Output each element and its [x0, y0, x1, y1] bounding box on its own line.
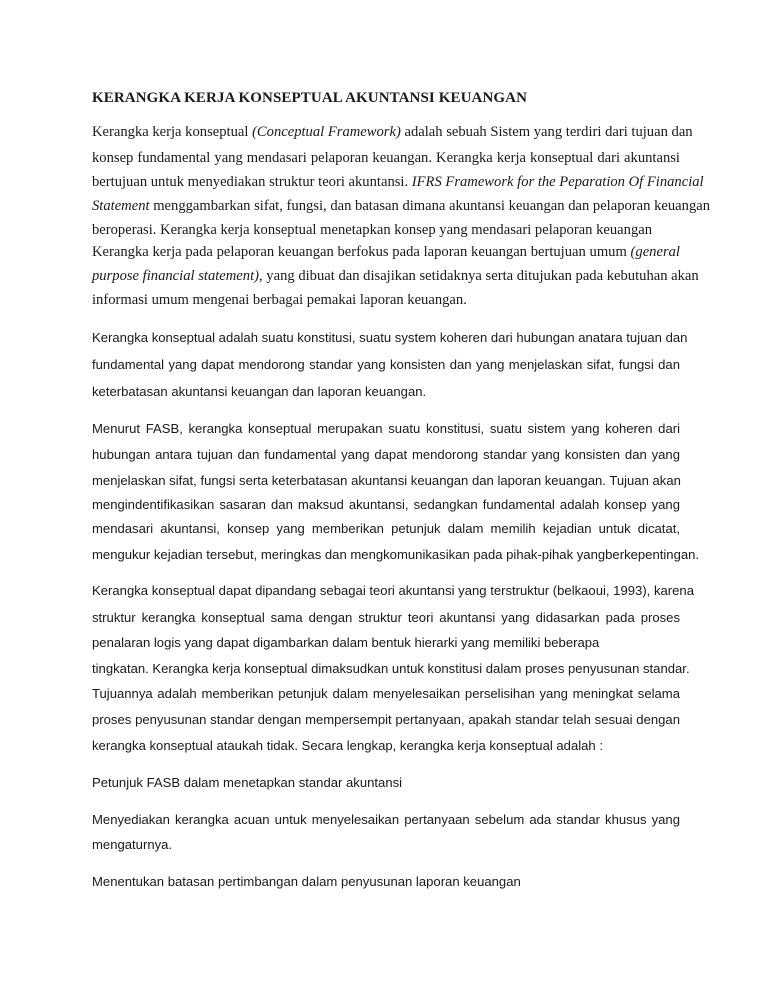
- para3-line-4: mengindentifikasikan sasaran dan maksud akuntansi, sedangkan fundamental adalah konsep yang: [92, 497, 680, 512]
- para1-line-8: informasi umum mengenai berbagai pemakai laporan keuangan.: [92, 292, 467, 308]
- para1-line-3: [92, 174, 704, 191]
- para4-line-2: struktur kerangka konseptual sama dengan struktur teori akuntansi yang didasarkan pada proses: [92, 610, 680, 625]
- para1-italic: Statement: [92, 198, 150, 214]
- para1-text: adalah sebuah Sistem yang terdiri dari tujuan dan: [400, 124, 693, 140]
- para1-text: menggambarkan sifat, fungsi, dan batasan dimana akuntansi keuangan dan pelaporan keuangan: [149, 198, 711, 214]
- para2-line-2: fundamental yang dapat mendorong standar yang konsisten dan yang menjelaskan sifat, fungsi dan: [92, 357, 680, 372]
- para4-line-7: kerangka konseptual ataukah tidak. Secara lengkap, kerangka kerja konseptual adalah :: [92, 738, 603, 753]
- para4-line-4: tingkatan. Kerangka kerja konseptual dimaksudkan untuk konstitusi dalam proses penyusunan standar.: [92, 661, 690, 676]
- para2-line-3: keterbatasan akuntansi keuangan dan laporan keuangan.: [92, 384, 427, 399]
- para5-line-1: Petunjuk FASB dalam menetapkan standar akuntansi: [92, 775, 403, 790]
- para3-line-6: mengukur kejadian tersebut, meringkas dan mengkomunikasikan pada pihak-pihak yangberkepentingan.: [92, 547, 700, 562]
- para3-line-5: mendasari akuntansi, konsep yang memberikan petunjuk dalam memilih kejadian untuk dicatat,: [92, 521, 680, 536]
- para1-italic: purpose financial statement): [92, 268, 259, 284]
- para7-line-1: Menentukan batasan pertimbangan dalam penyusunan laporan keuangan: [92, 874, 521, 889]
- document-title: KERANGKA KERJA KONSEPTUAL AKUNTANSI KEUANGAN: [92, 90, 528, 106]
- para1-text: , yang dibuat dan disajikan setidaknya serta ditujukan pada kebutuhan akan: [259, 268, 699, 284]
- para1-italic: (Conceptual Framework): [252, 124, 401, 140]
- para1-text: bertujuan untuk menyediakan struktur teori akuntansi.: [92, 174, 412, 190]
- para4-line-6: proses penyusunan standar dengan mempersempit pertanyaan, apakah standar telah sesuai dengan: [92, 712, 680, 727]
- para1-italic: (general: [630, 244, 680, 260]
- para1-text: Kerangka kerja pada pelaporan keuangan berfokus pada laporan keuangan bertujuan umum: [92, 244, 631, 260]
- para1-italic: IFRS Framework for the Peparation Of Financial: [411, 174, 704, 190]
- para1-line-5: beroperasi. Kerangka kerja konseptual menetapkan konsep yang mendasari pelaporan keuangan: [92, 222, 653, 238]
- para1-line-4: [92, 198, 711, 215]
- para4-line-1: Kerangka konseptual dapat dipandang sebagai teori akuntansi yang terstruktur (belkaoui, 1993), karena: [92, 583, 694, 598]
- para2-line-1: Kerangka konseptual adalah suatu konstitusi, suatu system koheren dari hubungan anatara tujuan dan: [92, 330, 688, 345]
- para1-line-1: [92, 124, 693, 141]
- para3-line-1: Menurut FASB, kerangka konseptual merupakan suatu konstitusi, suatu sistem yang koheren dari: [92, 421, 680, 436]
- para3-line-2: hubungan antara tujuan dan fundamental yang dapat mendorong standar yang konsisten dan yang: [92, 447, 680, 462]
- para1-line-7: [92, 268, 699, 285]
- para6-line-2: mengaturnya.: [92, 837, 173, 852]
- para1-line-6: [92, 244, 680, 261]
- para1-text: Kerangka kerja konseptual: [92, 124, 253, 140]
- para4-line-5: Tujuannya adalah memberikan petunjuk dalam menyelesaikan perselisihan yang meningkat selama: [92, 686, 680, 701]
- para6-line-1: Menyediakan kerangka acuan untuk menyelesaikan pertanyaan sebelum ada standar khusus yang: [92, 812, 680, 827]
- para3-line-3: menjelaskan sifat, fungsi serta keterbatasan akuntansi keuangan dan laporan keuangan. Tujuan akan: [92, 473, 681, 488]
- para4-line-3: penalaran logis yang dapat digambarkan dalam bentuk hierarki yang memiliki beberapa: [92, 635, 600, 650]
- para1-line-2: konsep fundamental yang mendasari pelaporan keuangan. Kerangka kerja konseptual dari akuntansi: [92, 150, 680, 166]
